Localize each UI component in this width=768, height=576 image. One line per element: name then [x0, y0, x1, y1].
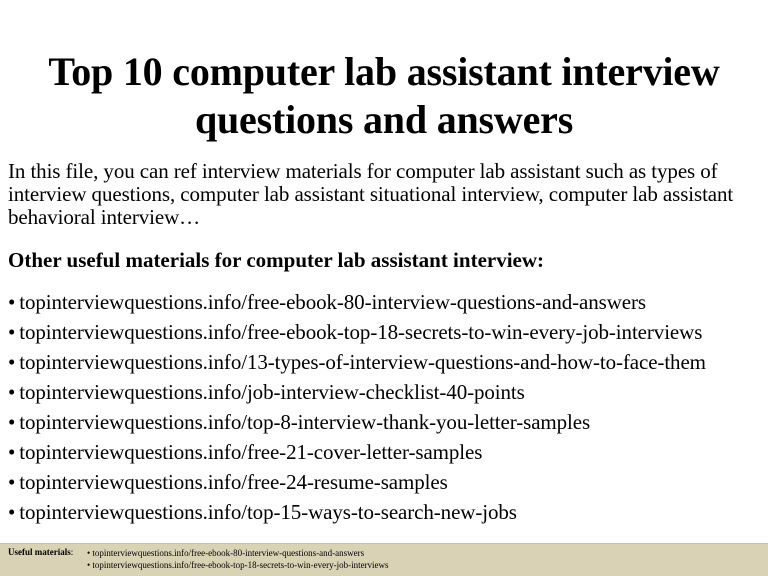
footer-links — [87, 547, 389, 571]
list-item — [8, 377, 764, 407]
list-item — [8, 347, 764, 377]
bullet-icon: • — [8, 410, 16, 434]
link-text[interactable]: topinterviewquestions.info/top-8-interview-thank-you-letter-samples — [19, 410, 591, 434]
page-title — [0, 48, 768, 144]
bullet-icon: • — [8, 290, 16, 314]
title-line-2: questions and answers — [194, 97, 574, 142]
link-text[interactable]: topinterviewquestions.info/free-ebook-80-interview-questions-and-answers — [19, 290, 646, 314]
bullet-icon: • — [8, 320, 16, 344]
link-text[interactable]: topinterviewquestions.info/free-21-cover-letter-samples — [19, 440, 483, 464]
link-text[interactable]: topinterviewquestions.info/job-interview-checklist-40-points — [19, 380, 525, 404]
link-text[interactable]: topinterviewquestions.info/free-24-resume-samples — [19, 470, 448, 494]
footer-link[interactable]: • topinterviewquestions.info/free-ebook-top-18-secrets-to-win-every-job-interviews — [87, 560, 389, 570]
materials-list — [8, 287, 764, 527]
footer-label — [8, 547, 73, 558]
bullet-icon: • — [8, 380, 16, 404]
bullet-icon: • — [8, 350, 16, 374]
footer-bar — [0, 543, 768, 576]
footer-label-colon: : — [70, 547, 74, 557]
link-text[interactable]: topinterviewquestions.info/free-ebook-top-18-secrets-to-win-every-job-interviews — [19, 320, 703, 344]
bullet-icon: • — [8, 470, 16, 494]
intro-paragraph: In this file, you can ref interview materials for computer lab assistant such as types of interview questions, computer lab assistant situational interview, computer lab assistant behavioral interview… — [8, 159, 734, 229]
link-text[interactable]: topinterviewquestions.info/top-15-ways-to-search-new-jobs — [19, 500, 517, 524]
section-heading: Other useful materials for computer lab assistant interview: — [8, 248, 545, 272]
list-item — [8, 437, 764, 467]
list-item — [8, 467, 764, 497]
title-line-1: Top 10 computer lab assistant interview — [48, 49, 720, 94]
list-item — [8, 287, 764, 317]
footer-label-text: Useful materials — [8, 547, 71, 557]
list-item — [8, 407, 764, 437]
bullet-icon: • — [8, 500, 16, 524]
link-text[interactable]: topinterviewquestions.info/13-types-of-interview-questions-and-how-to-face-them — [19, 350, 706, 374]
footer-link[interactable]: • topinterviewquestions.info/free-ebook-80-interview-questions-and-answers — [87, 548, 365, 558]
list-item — [8, 317, 764, 347]
list-item — [8, 497, 764, 527]
bullet-icon: • — [8, 440, 16, 464]
